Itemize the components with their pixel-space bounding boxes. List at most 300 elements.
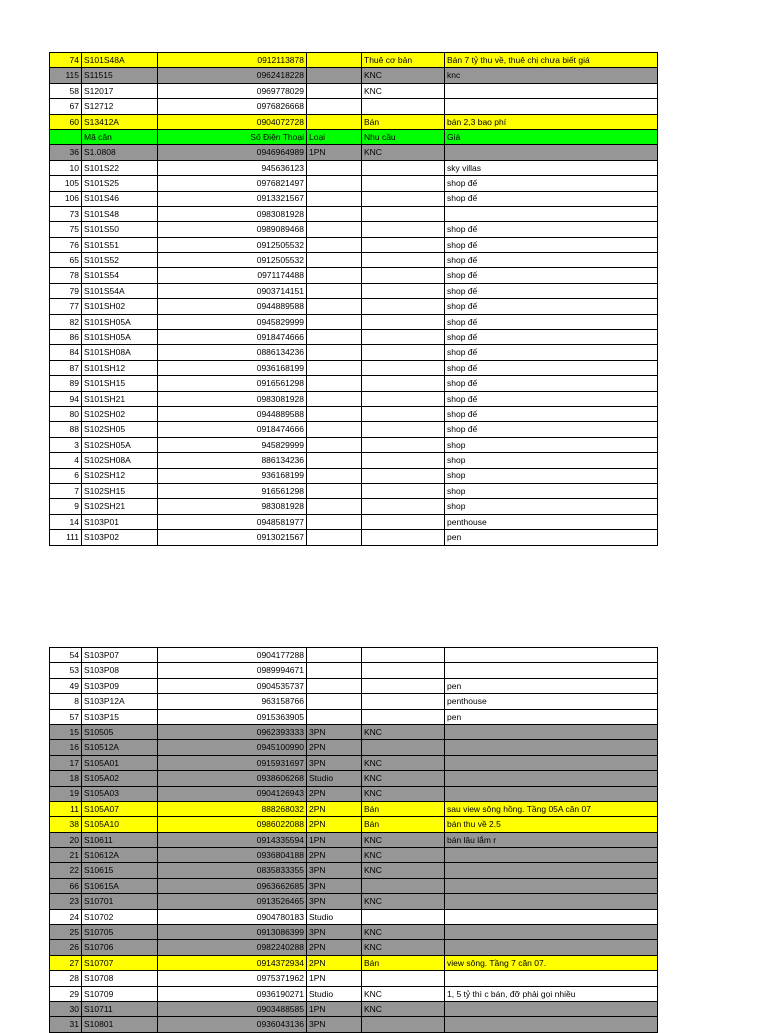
cell-demand[interactable]: KNC: [362, 771, 445, 786]
cell-unit-code[interactable]: S10708: [82, 971, 158, 986]
cell-demand[interactable]: [362, 330, 445, 345]
cell-phone-number[interactable]: 0904177288: [158, 648, 307, 663]
cell-price-note[interactable]: [445, 1017, 658, 1032]
cell-price-note[interactable]: penthouse: [445, 694, 658, 709]
cell-unit-type[interactable]: 2PN: [307, 801, 362, 816]
cell-row-number[interactable]: 22: [50, 863, 82, 878]
cell-price-note[interactable]: penthouse: [445, 514, 658, 529]
cell-phone-number[interactable]: 0944889588: [158, 406, 307, 421]
cell-demand[interactable]: [362, 678, 445, 693]
cell-row-number[interactable]: 73: [50, 206, 82, 221]
cell-demand[interactable]: [362, 514, 445, 529]
cell-demand[interactable]: KNC: [362, 832, 445, 847]
cell-unit-type[interactable]: [307, 453, 362, 468]
cell-phone-number[interactable]: 0904535737: [158, 678, 307, 693]
cell-unit-code[interactable]: S102SH12: [82, 468, 158, 483]
cell-row-number[interactable]: 38: [50, 817, 82, 832]
cell-unit-code[interactable]: S10707: [82, 955, 158, 970]
cell-unit-code[interactable]: S10701: [82, 894, 158, 909]
cell-price-note[interactable]: 1, 5 tỷ thì c bán, đỡ phải gọi nhiều: [445, 986, 658, 1001]
cell-unit-code[interactable]: S103P09: [82, 678, 158, 693]
cell-demand[interactable]: [362, 437, 445, 452]
cell-unit-type[interactable]: [307, 99, 362, 114]
cell-price-note[interactable]: view sông. Tầng 7 căn 07.: [445, 955, 658, 970]
cell-phone-number[interactable]: 0904126943: [158, 786, 307, 801]
cell-price-note[interactable]: [445, 648, 658, 663]
cell-unit-type[interactable]: [307, 530, 362, 545]
cell-phone-number[interactable]: 0963662685: [158, 878, 307, 893]
cell-unit-type[interactable]: [307, 499, 362, 514]
cell-price-note[interactable]: knc: [445, 68, 658, 83]
cell-unit-type[interactable]: 1PN: [307, 145, 362, 160]
cell-phone-number[interactable]: 0969778029: [158, 83, 307, 98]
cell-row-number[interactable]: 16: [50, 740, 82, 755]
cell-unit-code[interactable]: S103P02: [82, 530, 158, 545]
cell-row-number[interactable]: 76: [50, 237, 82, 252]
cell-price-note[interactable]: [445, 894, 658, 909]
cell-unit-code[interactable]: S102SH15: [82, 483, 158, 498]
cell-row-number[interactable]: 88: [50, 422, 82, 437]
cell-unit-code[interactable]: S101SH08A: [82, 345, 158, 360]
cell-phone-number[interactable]: 0913021567: [158, 530, 307, 545]
cell-phone-number[interactable]: 0914372934: [158, 955, 307, 970]
cell-phone-number[interactable]: 0912113878: [158, 53, 307, 68]
cell-unit-code[interactable]: S10705: [82, 925, 158, 940]
cell-phone-number[interactable]: 0915363905: [158, 709, 307, 724]
cell-phone-number[interactable]: 0936190271: [158, 986, 307, 1001]
cell-phone-number[interactable]: 963158766: [158, 694, 307, 709]
cell-price-note[interactable]: shop: [445, 437, 658, 452]
cell-unit-type[interactable]: 1PN: [307, 971, 362, 986]
cell-demand[interactable]: Bán: [362, 801, 445, 816]
cell-demand[interactable]: [362, 663, 445, 678]
cell-row-number[interactable]: 82: [50, 314, 82, 329]
cell-unit-code[interactable]: S101S48A: [82, 53, 158, 68]
cell-price-note[interactable]: shop đế: [445, 268, 658, 283]
cell-unit-type[interactable]: [307, 330, 362, 345]
cell-unit-code[interactable]: S105A10: [82, 817, 158, 832]
cell-unit-type[interactable]: [307, 237, 362, 252]
cell-phone-number[interactable]: 0989089468: [158, 222, 307, 237]
cell-unit-type[interactable]: [307, 406, 362, 421]
cell-unit-type[interactable]: [307, 422, 362, 437]
cell-price-note[interactable]: shop đế: [445, 314, 658, 329]
cell-demand[interactable]: KNC: [362, 925, 445, 940]
cell-demand[interactable]: KNC: [362, 83, 445, 98]
cell-price-note[interactable]: shop đế: [445, 391, 658, 406]
cell-unit-type[interactable]: [307, 694, 362, 709]
cell-unit-code[interactable]: S103P15: [82, 709, 158, 724]
cell-price-note[interactable]: pen: [445, 709, 658, 724]
cell-phone-number[interactable]: 0946964989: [158, 145, 307, 160]
cell-phone-number[interactable]: 0912505532: [158, 253, 307, 268]
cell-phone-number[interactable]: 0983081928: [158, 206, 307, 221]
cell-row-number[interactable]: 67: [50, 99, 82, 114]
cell-unit-type[interactable]: 2PN: [307, 786, 362, 801]
cell-unit-type[interactable]: [307, 483, 362, 498]
cell-price-note[interactable]: pen: [445, 678, 658, 693]
cell-price-note[interactable]: [445, 925, 658, 940]
cell-price-note[interactable]: shop đế: [445, 376, 658, 391]
cell-row-number[interactable]: 36: [50, 145, 82, 160]
cell-unit-code[interactable]: S10505: [82, 724, 158, 739]
cell-price-note[interactable]: [445, 724, 658, 739]
cell-demand[interactable]: [362, 648, 445, 663]
cell-demand[interactable]: [362, 709, 445, 724]
cell-unit-code[interactable]: S10611: [82, 832, 158, 847]
cell-unit-type[interactable]: [307, 176, 362, 191]
cell-price-note[interactable]: bán 2,3 bao phí: [445, 114, 658, 129]
cell-unit-code[interactable]: S102SH05A: [82, 437, 158, 452]
cell-row-number[interactable]: 10: [50, 160, 82, 175]
cell-price-note[interactable]: bán thu về 2.5: [445, 817, 658, 832]
cell-unit-code[interactable]: S105A01: [82, 755, 158, 770]
cell-phone-number[interactable]: 0976826668: [158, 99, 307, 114]
cell-unit-type[interactable]: [307, 648, 362, 663]
cell-phone-number[interactable]: 0918474666: [158, 422, 307, 437]
cell-row-number[interactable]: 66: [50, 878, 82, 893]
cell-unit-type[interactable]: [307, 222, 362, 237]
cell-unit-type[interactable]: Studio: [307, 986, 362, 1001]
cell-row-number[interactable]: 4: [50, 453, 82, 468]
cell-phone-number[interactable]: 0945100990: [158, 740, 307, 755]
cell-unit-code[interactable]: S10709: [82, 986, 158, 1001]
cell-row-number[interactable]: 79: [50, 283, 82, 298]
cell-price-note[interactable]: shop đế: [445, 345, 658, 360]
cell-row-number[interactable]: 29: [50, 986, 82, 1001]
cell-row-number[interactable]: [50, 129, 82, 144]
cell-price-note[interactable]: shop đế: [445, 222, 658, 237]
cell-demand[interactable]: Bán: [362, 817, 445, 832]
cell-phone-number[interactable]: 945829999: [158, 437, 307, 452]
cell-row-number[interactable]: 30: [50, 1001, 82, 1016]
cell-unit-code[interactable]: S102SH05: [82, 422, 158, 437]
cell-price-note[interactable]: pen: [445, 530, 658, 545]
cell-unit-type[interactable]: [307, 160, 362, 175]
cell-demand[interactable]: [362, 391, 445, 406]
cell-row-number[interactable]: 11: [50, 801, 82, 816]
cell-price-note[interactable]: [445, 786, 658, 801]
cell-unit-code[interactable]: S12712: [82, 99, 158, 114]
cell-row-number[interactable]: 84: [50, 345, 82, 360]
cell-price-note[interactable]: Giá: [445, 129, 658, 144]
cell-unit-type[interactable]: [307, 514, 362, 529]
cell-row-number[interactable]: 105: [50, 176, 82, 191]
cell-phone-number[interactable]: 0936043136: [158, 1017, 307, 1032]
cell-row-number[interactable]: 77: [50, 299, 82, 314]
cell-price-note[interactable]: [445, 206, 658, 221]
cell-price-note[interactable]: shop: [445, 453, 658, 468]
cell-price-note[interactable]: [445, 971, 658, 986]
cell-unit-type[interactable]: 2PN: [307, 940, 362, 955]
cell-price-note[interactable]: shop đế: [445, 299, 658, 314]
cell-unit-code[interactable]: S10615A: [82, 878, 158, 893]
cell-row-number[interactable]: 54: [50, 648, 82, 663]
cell-phone-number[interactable]: 0989994671: [158, 663, 307, 678]
cell-unit-code[interactable]: S101SH05A: [82, 330, 158, 345]
cell-price-note[interactable]: shop đế: [445, 191, 658, 206]
cell-unit-type[interactable]: 3PN: [307, 863, 362, 878]
cell-price-note[interactable]: shop đế: [445, 406, 658, 421]
cell-unit-type[interactable]: Loại: [307, 129, 362, 144]
cell-unit-code[interactable]: S101S22: [82, 160, 158, 175]
cell-demand[interactable]: [362, 345, 445, 360]
cell-price-note[interactable]: shop đế: [445, 176, 658, 191]
cell-price-note[interactable]: shop: [445, 499, 658, 514]
cell-phone-number[interactable]: 0976821497: [158, 176, 307, 191]
cell-unit-type[interactable]: [307, 283, 362, 298]
cell-price-note[interactable]: [445, 878, 658, 893]
cell-row-number[interactable]: 17: [50, 755, 82, 770]
cell-row-number[interactable]: 31: [50, 1017, 82, 1032]
cell-phone-number[interactable]: 916561298: [158, 483, 307, 498]
cell-row-number[interactable]: 25: [50, 925, 82, 940]
cell-demand[interactable]: KNC: [362, 724, 445, 739]
cell-unit-code[interactable]: S105A07: [82, 801, 158, 816]
cell-unit-code[interactable]: S101SH05A: [82, 314, 158, 329]
cell-unit-code[interactable]: S1.0808: [82, 145, 158, 160]
cell-row-number[interactable]: 111: [50, 530, 82, 545]
cell-unit-type[interactable]: 3PN: [307, 925, 362, 940]
cell-phone-number[interactable]: 0913526465: [158, 894, 307, 909]
cell-unit-type[interactable]: 3PN: [307, 755, 362, 770]
cell-unit-code[interactable]: S101S52: [82, 253, 158, 268]
cell-phone-number[interactable]: 0944889588: [158, 299, 307, 314]
cell-unit-type[interactable]: 2PN: [307, 955, 362, 970]
cell-demand[interactable]: [362, 483, 445, 498]
cell-phone-number[interactable]: 0914335594: [158, 832, 307, 847]
cell-unit-code[interactable]: Mã căn: [82, 129, 158, 144]
cell-row-number[interactable]: 27: [50, 955, 82, 970]
cell-unit-type[interactable]: [307, 376, 362, 391]
cell-row-number[interactable]: 14: [50, 514, 82, 529]
cell-demand[interactable]: [362, 268, 445, 283]
cell-demand[interactable]: [362, 99, 445, 114]
cell-phone-number[interactable]: 0904072728: [158, 114, 307, 129]
cell-phone-number[interactable]: 0962418228: [158, 68, 307, 83]
cell-unit-type[interactable]: 2PN: [307, 848, 362, 863]
cell-phone-number[interactable]: 0983081928: [158, 391, 307, 406]
cell-demand[interactable]: KNC: [362, 68, 445, 83]
cell-unit-type[interactable]: 1PN: [307, 1001, 362, 1016]
cell-demand[interactable]: [362, 360, 445, 375]
cell-unit-code[interactable]: S101S51: [82, 237, 158, 252]
cell-demand[interactable]: [362, 1017, 445, 1032]
cell-phone-number[interactable]: 945636123: [158, 160, 307, 175]
cell-price-note[interactable]: shop đế: [445, 330, 658, 345]
cell-row-number[interactable]: 75: [50, 222, 82, 237]
cell-price-note[interactable]: shop đế: [445, 422, 658, 437]
cell-demand[interactable]: [362, 283, 445, 298]
cell-demand[interactable]: [362, 160, 445, 175]
cell-row-number[interactable]: 115: [50, 68, 82, 83]
cell-unit-code[interactable]: S10801: [82, 1017, 158, 1032]
cell-price-note[interactable]: shop đế: [445, 283, 658, 298]
cell-price-note[interactable]: [445, 863, 658, 878]
cell-row-number[interactable]: 94: [50, 391, 82, 406]
cell-demand[interactable]: [362, 453, 445, 468]
cell-row-number[interactable]: 53: [50, 663, 82, 678]
cell-row-number[interactable]: 87: [50, 360, 82, 375]
cell-unit-code[interactable]: S10702: [82, 909, 158, 924]
cell-unit-type[interactable]: [307, 468, 362, 483]
cell-row-number[interactable]: 58: [50, 83, 82, 98]
cell-unit-type[interactable]: Studio: [307, 771, 362, 786]
cell-row-number[interactable]: 19: [50, 786, 82, 801]
cell-phone-number[interactable]: 0982240288: [158, 940, 307, 955]
cell-unit-type[interactable]: [307, 53, 362, 68]
cell-unit-type[interactable]: Studio: [307, 909, 362, 924]
cell-price-note[interactable]: [445, 940, 658, 955]
cell-phone-number[interactable]: 0915931697: [158, 755, 307, 770]
cell-row-number[interactable]: 6: [50, 468, 82, 483]
cell-price-note[interactable]: shop: [445, 468, 658, 483]
cell-phone-number[interactable]: 936168199: [158, 468, 307, 483]
cell-demand[interactable]: [362, 530, 445, 545]
cell-price-note[interactable]: sau view sông hồng. Tầng 05A căn 07: [445, 801, 658, 816]
cell-phone-number[interactable]: 0912505532: [158, 237, 307, 252]
cell-unit-code[interactable]: S101S25: [82, 176, 158, 191]
cell-demand[interactable]: KNC: [362, 1001, 445, 1016]
cell-demand[interactable]: [362, 422, 445, 437]
cell-demand[interactable]: [362, 468, 445, 483]
cell-phone-number[interactable]: 0913321567: [158, 191, 307, 206]
cell-unit-type[interactable]: [307, 314, 362, 329]
cell-row-number[interactable]: 86: [50, 330, 82, 345]
cell-row-number[interactable]: 3: [50, 437, 82, 452]
cell-phone-number[interactable]: 0886134236: [158, 345, 307, 360]
cell-price-note[interactable]: [445, 145, 658, 160]
cell-demand[interactable]: [362, 694, 445, 709]
cell-unit-code[interactable]: S13412A: [82, 114, 158, 129]
cell-unit-code[interactable]: S103P08: [82, 663, 158, 678]
cell-demand[interactable]: [362, 909, 445, 924]
cell-demand[interactable]: [362, 499, 445, 514]
cell-unit-code[interactable]: S10512A: [82, 740, 158, 755]
cell-price-note[interactable]: [445, 755, 658, 770]
cell-unit-code[interactable]: S101S50: [82, 222, 158, 237]
cell-price-note[interactable]: [445, 848, 658, 863]
cell-demand[interactable]: KNC: [362, 755, 445, 770]
cell-unit-type[interactable]: 3PN: [307, 878, 362, 893]
cell-demand[interactable]: [362, 971, 445, 986]
cell-demand[interactable]: [362, 406, 445, 421]
cell-unit-code[interactable]: S101S46: [82, 191, 158, 206]
cell-phone-number[interactable]: 888268032: [158, 801, 307, 816]
cell-unit-type[interactable]: [307, 345, 362, 360]
cell-unit-code[interactable]: S105A03: [82, 786, 158, 801]
cell-unit-type[interactable]: [307, 437, 362, 452]
cell-unit-type[interactable]: [307, 253, 362, 268]
cell-row-number[interactable]: 18: [50, 771, 82, 786]
cell-row-number[interactable]: 23: [50, 894, 82, 909]
cell-row-number[interactable]: 60: [50, 114, 82, 129]
cell-phone-number[interactable]: 0962393333: [158, 724, 307, 739]
cell-demand[interactable]: Bán: [362, 955, 445, 970]
cell-unit-code[interactable]: S101SH12: [82, 360, 158, 375]
cell-row-number[interactable]: 7: [50, 483, 82, 498]
cell-unit-type[interactable]: 2PN: [307, 740, 362, 755]
cell-unit-type[interactable]: [307, 391, 362, 406]
cell-row-number[interactable]: 57: [50, 709, 82, 724]
cell-row-number[interactable]: 24: [50, 909, 82, 924]
cell-phone-number[interactable]: 0903714151: [158, 283, 307, 298]
cell-phone-number[interactable]: 0904780183: [158, 909, 307, 924]
cell-unit-type[interactable]: 3PN: [307, 894, 362, 909]
cell-unit-code[interactable]: S102SH02: [82, 406, 158, 421]
cell-unit-type[interactable]: 3PN: [307, 1017, 362, 1032]
cell-unit-type[interactable]: [307, 678, 362, 693]
cell-phone-number[interactable]: 0903488585: [158, 1001, 307, 1016]
cell-unit-type[interactable]: [307, 68, 362, 83]
cell-row-number[interactable]: 80: [50, 406, 82, 421]
cell-demand[interactable]: [362, 191, 445, 206]
cell-unit-type[interactable]: 2PN: [307, 817, 362, 832]
cell-phone-number[interactable]: 983081928: [158, 499, 307, 514]
cell-row-number[interactable]: 78: [50, 268, 82, 283]
cell-unit-code[interactable]: S105A02: [82, 771, 158, 786]
cell-demand[interactable]: KNC: [362, 894, 445, 909]
cell-row-number[interactable]: 74: [50, 53, 82, 68]
cell-row-number[interactable]: 28: [50, 971, 82, 986]
cell-unit-type[interactable]: [307, 83, 362, 98]
cell-phone-number[interactable]: 886134236: [158, 453, 307, 468]
cell-row-number[interactable]: 89: [50, 376, 82, 391]
cell-row-number[interactable]: 8: [50, 694, 82, 709]
cell-unit-code[interactable]: S102SH08A: [82, 453, 158, 468]
cell-unit-code[interactable]: S11515: [82, 68, 158, 83]
cell-price-note[interactable]: [445, 1001, 658, 1016]
cell-unit-type[interactable]: [307, 191, 362, 206]
cell-demand[interactable]: [362, 376, 445, 391]
cell-demand[interactable]: Thuê cơ bản: [362, 53, 445, 68]
cell-price-note[interactable]: shop: [445, 483, 658, 498]
cell-demand[interactable]: KNC: [362, 863, 445, 878]
cell-unit-type[interactable]: 1PN: [307, 832, 362, 847]
cell-unit-type[interactable]: 3PN: [307, 724, 362, 739]
cell-phone-number[interactable]: 0971174488: [158, 268, 307, 283]
cell-unit-code[interactable]: S101SH21: [82, 391, 158, 406]
cell-phone-number[interactable]: 0936168199: [158, 360, 307, 375]
cell-unit-code[interactable]: S10612A: [82, 848, 158, 863]
cell-unit-code[interactable]: S101S54: [82, 268, 158, 283]
cell-unit-code[interactable]: S10711: [82, 1001, 158, 1016]
cell-row-number[interactable]: 15: [50, 724, 82, 739]
cell-demand[interactable]: KNC: [362, 145, 445, 160]
cell-price-note[interactable]: [445, 83, 658, 98]
cell-price-note[interactable]: shop đế: [445, 253, 658, 268]
cell-unit-type[interactable]: [307, 268, 362, 283]
cell-row-number[interactable]: 49: [50, 678, 82, 693]
cell-row-number[interactable]: 20: [50, 832, 82, 847]
cell-row-number[interactable]: 26: [50, 940, 82, 955]
cell-unit-type[interactable]: [307, 360, 362, 375]
cell-unit-code[interactable]: S103P12A: [82, 694, 158, 709]
cell-phone-number[interactable]: 0986022088: [158, 817, 307, 832]
cell-demand[interactable]: [362, 176, 445, 191]
cell-phone-number[interactable]: 0913086399: [158, 925, 307, 940]
cell-row-number[interactable]: 65: [50, 253, 82, 268]
cell-price-note[interactable]: [445, 99, 658, 114]
cell-price-note[interactable]: shop đế: [445, 237, 658, 252]
cell-phone-number[interactable]: 0936804188: [158, 848, 307, 863]
cell-demand[interactable]: [362, 299, 445, 314]
cell-phone-number[interactable]: 0975371962: [158, 971, 307, 986]
cell-phone-number[interactable]: 0918474666: [158, 330, 307, 345]
cell-price-note[interactable]: sky villas: [445, 160, 658, 175]
cell-unit-code[interactable]: S103P07: [82, 648, 158, 663]
cell-demand[interactable]: [362, 253, 445, 268]
